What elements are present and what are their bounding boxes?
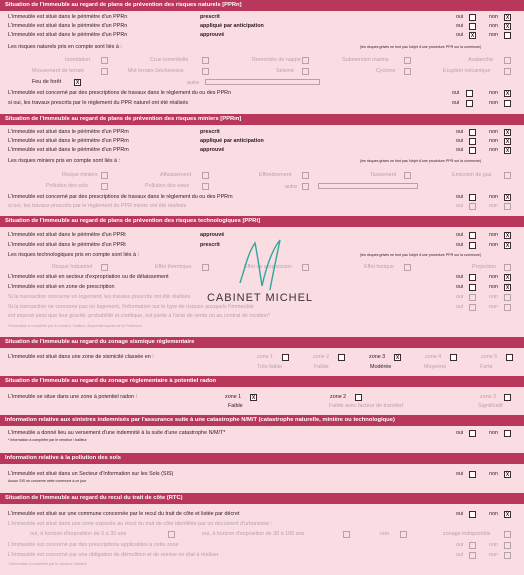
coast-decree-oui: oui [456, 511, 464, 517]
pprm-works-oui-box[interactable] [469, 194, 476, 201]
claims-non-box[interactable] [504, 430, 511, 437]
pprt-logement-non: non [489, 294, 498, 300]
radon-zone1-box[interactable]: X [251, 395, 256, 401]
pprt-row1-label: L'immeuble est situé dans le périmètre d'un PPRt [8, 232, 126, 238]
pprn-risk-avalanche-box[interactable] [504, 57, 511, 64]
seismic-zone3-label: zone 3 [369, 354, 386, 360]
pprn-risk-seisme-box[interactable] [302, 68, 309, 75]
coast-option-0-30-box[interactable] [168, 531, 175, 538]
pprm-row2-non-box[interactable]: X [505, 139, 510, 145]
pprn-risks-title: Les risques naturels pris en compte sont liés à : [8, 44, 122, 50]
pprn-row2-status: appliqué par anticipation [200, 23, 264, 29]
pprt-risks-note: (les risques grisés ne font pas l'objet d'une procédure PPR sur la commune) [360, 253, 482, 257]
coast-demolition-question: L'immeuble est concerné par une obligation de démolition et de remise en état à réaliser [8, 552, 219, 558]
radon-level1: Faible [228, 403, 243, 409]
pprm-risk-gaz: Emission de gaz [452, 172, 492, 178]
pprm-risk-miniers-box[interactable] [101, 172, 108, 179]
pprn-row2-oui: oui [456, 23, 464, 29]
coast-option-0-30: oui, à horizon d'exposition de 0 à 30 ans [30, 531, 127, 537]
pprm-risk-miniers: Risque miniers [62, 172, 98, 178]
soil-question: L'immeuble est situé dans un Secteur d'Information sur les Sols (SIS) [8, 471, 174, 477]
pprn-risk-submersion-box[interactable] [404, 57, 411, 64]
claims-footnote: * Information à compléter par le vendeur / bailleur [8, 438, 87, 442]
coast-demolition-non-box[interactable] [504, 552, 511, 559]
pprm-row3-oui: oui [456, 147, 464, 153]
pprm-works-question: L'immeuble est concerné par des prescriptions de travaux dans le règlement du ou des PPRm [8, 194, 233, 200]
pprt-prescription-non: non [489, 284, 498, 290]
pprm-risk-autre-field[interactable] [318, 183, 418, 189]
pprn-risk-secheresse: Mvt terrain-Sécheresse [128, 68, 184, 74]
seismic-zone1-label: zone 1 [257, 354, 274, 360]
section-radon-header: Situation de l'immeuble au regard du zonage règlementaire à potentiel radon [0, 376, 524, 387]
pprm-row2-oui-box[interactable] [469, 138, 476, 145]
pprn-risk-feu-box[interactable]: X [75, 80, 80, 86]
pprm-works-oui: oui [456, 194, 464, 200]
seismic-zone4-box[interactable] [450, 354, 457, 361]
pprn-row1-oui-box[interactable] [469, 14, 476, 21]
pprm-row3-label: L'immeuble est situé dans le périmètre d'un PPRm [8, 147, 129, 153]
pprn-risk-cyclone: Cyclone [376, 68, 396, 74]
pprt-prescription-question: L'immeuble est situé en zone de prescription [8, 284, 115, 290]
pprt-row2-non: non [489, 242, 498, 248]
pprt-row1-status: approuvé [200, 232, 225, 238]
pprt-non-logement-non: non [489, 304, 498, 310]
coast-option-non-box[interactable] [400, 531, 407, 538]
pprm-risk-effondrement: Effondrement [259, 172, 292, 178]
pprm-row2-status: appliqué par anticipation [200, 138, 264, 144]
pprm-risk-pollution-sols: Pollution des sols [46, 183, 88, 189]
pprm-row2-non: non [489, 138, 498, 144]
coast-option-unavailable-box[interactable] [504, 531, 511, 538]
claims-oui-box[interactable] [469, 430, 476, 437]
pprm-risk-gaz-box[interactable] [504, 172, 511, 179]
pprn-row1-oui: oui [456, 14, 464, 20]
radon-zone2-label: zone 2 [330, 394, 347, 400]
pprt-logement-question: Si la transaction concerne un logement, les travaux prescrits ont été réalisés [8, 294, 191, 300]
pprn-risk-inondation: Inondation [65, 57, 91, 63]
pprt-row2-label: L'immeuble est situé dans le périmètre d'un PPRt [8, 242, 126, 248]
coast-option-30-100: oui, à horizon d'exposition de 30 à 100 ans [202, 531, 305, 537]
pprt-risk-industriel-box[interactable] [101, 264, 108, 271]
radon-level3: Significatif [478, 403, 503, 409]
pprm-row3-non-box[interactable]: X [505, 148, 510, 154]
section-pprt-header: Situation de l'immeuble au regard de plans de prévention des risques technologiques [PPRt] [0, 216, 524, 227]
radon-zone3-label: zone 3 [480, 394, 497, 400]
pprm-row2-label: L'immeuble est situé dans le périmètre d'un PPRm [8, 138, 129, 144]
pprt-row2-status: prescrit [200, 242, 220, 248]
pprm-row3-status: approuvé [200, 147, 225, 153]
pprn-row1-non-box[interactable]: X [505, 15, 510, 21]
pprn-row1-label: L'immeuble est situé dans le périmètre d'un PPRn [8, 14, 128, 20]
pprt-logement-non-box[interactable] [504, 294, 511, 301]
pprm-row2-oui: oui [456, 138, 464, 144]
seismic-zone2-box[interactable] [338, 354, 345, 361]
pprm-risk-pollution-sols-box[interactable] [101, 183, 108, 190]
seismic-level1: Très faible [257, 364, 282, 370]
coast-demolition-oui: oui [456, 552, 464, 558]
coast-prescriptions-non: non [489, 542, 498, 548]
pprt-expropriation-oui: oui [456, 274, 464, 280]
seismic-zone1-box[interactable] [282, 354, 289, 361]
section-seismic-header: Situation de l'immeuble au regard du zonage sismique règlementaire [0, 337, 524, 348]
pprm-risk-pollution-eaux-box[interactable] [202, 183, 209, 190]
pprn-row3-non: non [489, 32, 498, 38]
pprn-works-done-non-box[interactable] [504, 100, 511, 107]
pprt-non-logement-question-cont: est exposé ainsi que leur gravité, probabilité et cinétique, est jointe à l'acte de vente ou au contrat de location* [8, 313, 271, 319]
radon-question: L'immeuble se situe dans une zone à potentiel radon : [8, 394, 137, 400]
pprn-works-oui-box[interactable] [466, 90, 473, 97]
pprm-row1-label: L'immeuble est situé dans le périmètre d'un PPRm [8, 129, 129, 135]
pprn-risk-autre-field[interactable] [205, 79, 320, 85]
logo-monogram-stroke [240, 240, 280, 290]
claims-oui: oui [456, 430, 464, 436]
pprm-works-done-non: non [489, 203, 498, 209]
pprn-row3-non-box[interactable] [504, 32, 511, 39]
radon-zone1-label: zone 1 [225, 394, 242, 400]
cabinet-michel-logo [200, 228, 320, 318]
soil-oui-box[interactable] [469, 471, 476, 478]
pprm-risk-effondrement-box[interactable] [302, 172, 309, 179]
pprt-risk-thermique: Effet thermique [155, 264, 192, 270]
pprn-row3-oui-box[interactable]: X [470, 33, 475, 39]
pprm-row1-oui-box[interactable] [469, 129, 476, 136]
pprn-row2-label: L'immeuble est situé dans le périmètre d'un PPRn [8, 23, 128, 29]
section-coast-header: Situation de l'immeuble au regard du recul du trait de côte (RTC) [0, 493, 524, 504]
pprn-risk-inondation-box[interactable] [101, 57, 108, 64]
soil-non: non [489, 471, 498, 477]
pprn-row2-non-box[interactable]: X [505, 24, 510, 30]
pprt-non-logement-oui-box[interactable] [469, 304, 476, 311]
pprn-row3-oui: oui [456, 32, 464, 38]
pprt-risk-industriel: Risque Industriel [52, 264, 93, 270]
pprn-row2-oui-box[interactable] [469, 23, 476, 30]
pprm-risk-affaissement-box[interactable] [202, 172, 209, 179]
coast-option-30-100-box[interactable] [343, 531, 350, 538]
pprn-works-done-question: si oui, les travaux prescrits par le règlement du PPR naturel ont été réalisés [8, 100, 189, 106]
pprt-risk-toxique-box[interactable] [404, 264, 411, 271]
pprm-risk-tassement-box[interactable] [404, 172, 411, 179]
seismic-zone2-label: zone 2 [313, 354, 330, 360]
pprm-row3-oui-box[interactable] [469, 147, 476, 154]
pprt-prescription-oui-box[interactable] [469, 284, 476, 291]
pprn-row1-non: non [489, 14, 498, 20]
pprn-risk-autre: autre [187, 80, 200, 86]
pprn-row3-status: approuvé [200, 32, 225, 38]
pprt-row2-oui: oui [456, 242, 464, 248]
pprt-row1-non: non [489, 232, 498, 238]
pprn-risk-crue: Crue torrentielle [150, 57, 189, 63]
pprn-risk-secheresse-box[interactable] [202, 68, 209, 75]
coast-demolition-oui-box[interactable] [469, 552, 476, 559]
soil-oui: oui [456, 471, 464, 477]
section-pprn-header: Situation de l'immeuble au regard de plans de prévention des risques naturels [PPRn] [0, 0, 524, 11]
pprt-expropriation-question: L'immeuble est situé en secteur d'expropriation ou de délaissement [8, 274, 169, 280]
pprt-risks-title: Les risques technologiques pris en compte sont liés à : [8, 252, 139, 258]
pprn-row2-non: non [489, 23, 498, 29]
seismic-level5: Forte [480, 364, 493, 370]
pprm-works-done-non-box[interactable] [504, 203, 511, 210]
seismic-level2: Faible [314, 364, 329, 370]
coast-decree-oui-box[interactable] [469, 511, 476, 518]
pprn-risk-submersion: Submersion marine [342, 57, 389, 63]
pprn-works-non-box[interactable]: X [505, 91, 510, 97]
pprt-risk-surpression: Effet de surpression [244, 264, 292, 270]
logo-text: CABINET MICHEL [206, 292, 314, 304]
coast-decree-non-box[interactable]: X [505, 512, 510, 518]
pprt-non-logement-non-box[interactable] [504, 304, 511, 311]
radon-zone2-box[interactable] [355, 394, 362, 401]
radon-zone3-box[interactable] [504, 394, 511, 401]
coast-prescriptions-question: L'immeuble est concerné par des prescriptions applicables à cette zone [8, 542, 179, 548]
pprm-works-non: non [489, 194, 498, 200]
seismic-zone5-label: zone 5 [481, 354, 498, 360]
pprt-row2-non-box[interactable]: X [505, 243, 510, 249]
seismic-question: L'immeuble est situé dans une zone de sismicité classée en : [8, 354, 154, 360]
coast-decree-non: non [489, 511, 498, 517]
pprt-non-logement-oui: oui [456, 304, 464, 310]
pprn-risk-mouvement: Mouvement de terrain [32, 68, 85, 74]
coast-option-non: non [380, 531, 389, 537]
pprt-risk-projection-box[interactable] [504, 264, 511, 271]
seismic-zone3-box[interactable]: X [395, 355, 400, 361]
pprn-risk-mouvement-box[interactable] [101, 68, 108, 75]
soil-non-box[interactable]: X [505, 472, 510, 478]
pprm-risks-title: Les risques miniers pris en compte sont liés à : [8, 158, 121, 164]
claims-non: non [489, 430, 498, 436]
pprn-risk-cyclone-box[interactable] [404, 68, 411, 75]
claims-question: L'immeuble a donné lieu au versement d'une indemnité à la suite d'une catastrophe N/M/T* [8, 430, 226, 436]
pprn-works-question: L'immeuble est concerné par des prescriptions de travaux dans le règlement du ou des PPRn [8, 90, 232, 96]
pprt-expropriation-non: non [489, 274, 498, 280]
pprn-risk-nappe: Remontée de nappe [252, 57, 301, 63]
pprm-risk-autre-box[interactable] [302, 183, 309, 190]
pprm-row1-oui: oui [456, 129, 464, 135]
pprn-risk-eruption: Eruption volcanique [443, 68, 491, 74]
pprt-row1-oui-box[interactable] [469, 232, 476, 239]
pprm-risk-autre: autre [285, 184, 298, 190]
pprn-risks-note: (les risques grisés ne font pas l'objet d'une procédure PPR sur la commune) [360, 45, 482, 49]
seismic-level4: Moyenne [424, 364, 447, 370]
coast-option-unavailable: zonage indisponible [443, 531, 491, 537]
pprm-risk-affaissement: Affaissement [160, 172, 192, 178]
soil-footnote: Aucun SIS ne concerne cette commune à ce jour [8, 479, 87, 483]
pprt-prescription-oui: oui [456, 284, 464, 290]
pprm-row1-non-box[interactable]: X [505, 130, 510, 136]
pprt-row1-non-box[interactable]: X [505, 233, 510, 239]
section-claims-header: Information relative aux sinistres indemnisés par l'assurance suite à une catastrophe N/M/T (catastrophe naturelle, minière ou technologique) [0, 415, 524, 426]
coast-demolition-non: non [489, 552, 498, 558]
pprm-row3-non: non [489, 147, 498, 153]
pprm-works-non-box[interactable]: X [505, 195, 510, 201]
pprn-row3-label: L'immeuble est situé dans le périmètre d'un PPRn [8, 32, 128, 38]
section-soil-header: Information relative à la pollution des sols [0, 453, 524, 464]
coast-footnote: * Information à compléter par le vendeur / bailleur [8, 562, 87, 566]
pprn-risk-seisme: Séisme [276, 68, 294, 74]
coast-zone-question: L'immeuble est situé dans une zone exposée au recul du trait de côte identifiée par un document d'urbanisme : [8, 521, 273, 527]
pprm-risk-pollution-eaux: Pollution des eaux [145, 183, 190, 189]
pprm-risk-tassement: Tassement [370, 172, 397, 178]
pprn-works-done-oui: oui [452, 100, 460, 106]
pprn-works-done-non: non [489, 100, 498, 106]
pprt-footnote: *information à compléter par le vendeur / bailleur, disponible auprès de la Préfecture [8, 324, 142, 328]
coast-prescriptions-oui-box[interactable] [469, 542, 476, 549]
pprt-row1-oui: oui [456, 232, 464, 238]
section-pprm-header: Situation de l'immeuble au regard de plans de prévention des risques miniers [PPRm] [0, 114, 524, 125]
pprn-risk-feu: Feu de forêt [32, 79, 62, 85]
pprn-row1-status: prescrit [200, 14, 220, 20]
coast-decree-question: L'immeuble est situé sur une commune concernée par le recul du trait de côte et listée par décret [8, 511, 240, 517]
pprt-expropriation-oui-box[interactable] [469, 274, 476, 281]
pprn-risk-eruption-box[interactable] [504, 68, 511, 75]
pprt-logement-oui: oui [456, 294, 464, 300]
pprn-works-non: non [489, 90, 498, 96]
pprm-works-done-question: si oui, les travaux prescrits par le règlement du PPR minier ont été réalisés [8, 203, 187, 209]
seismic-zone4-label: zone 4 [425, 354, 442, 360]
pprn-risk-avalanche: Avalanche [468, 57, 494, 63]
radon-level2: Faible avec facteur de transfert [329, 403, 404, 409]
pprm-works-done-oui: oui [456, 203, 464, 209]
pprt-non-logement-question: Si la transaction ne concerne pas un logement, l'information sur le type de risques auxquels l'immeuble [8, 304, 254, 310]
pprt-logement-oui-box[interactable] [469, 294, 476, 301]
pprm-row1-non: non [489, 129, 498, 135]
seismic-zone5-box[interactable] [506, 354, 513, 361]
pprn-risk-nappe-box[interactable] [302, 57, 309, 64]
pprm-risks-note: (les risques grisés ne font pas l'objet d'une procédure PPR sur la commune) [360, 159, 482, 163]
pprn-works-done-oui-box[interactable] [466, 100, 473, 107]
coast-prescriptions-oui: oui [456, 542, 464, 548]
pprn-works-oui: oui [452, 90, 460, 96]
pprt-row2-oui-box[interactable] [469, 242, 476, 249]
pprt-expropriation-non-box[interactable]: X [505, 275, 510, 281]
pprt-risk-projection: Projection [472, 264, 496, 270]
pprt-prescription-non-box[interactable]: X [505, 285, 510, 291]
pprm-works-done-oui-box[interactable] [469, 203, 476, 210]
coast-prescriptions-non-box[interactable] [504, 542, 511, 549]
seismic-level3: Modérée [370, 364, 392, 370]
pprt-risk-toxique: Effet toxique [364, 264, 394, 270]
pprm-row1-status: prescrit [200, 129, 220, 135]
pprn-risk-crue-box[interactable] [202, 57, 209, 64]
